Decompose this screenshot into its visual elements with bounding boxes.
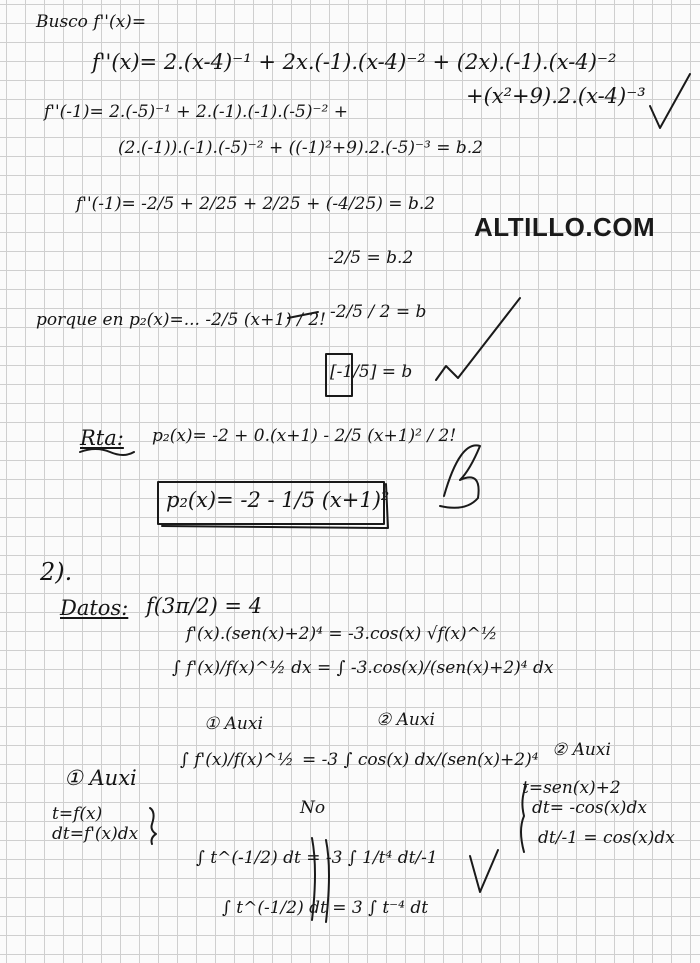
line-rta: p₂(x)= -2 + 0.(x+1) - 2/5 (x+1)² / 2! bbox=[152, 426, 457, 446]
line-eval-5: -2/5 / 2 = b bbox=[330, 302, 427, 322]
line-eval-6: [-1/5] = b bbox=[330, 362, 413, 382]
aux-1-sub-t: t=f(x) bbox=[52, 804, 103, 824]
aux-1-label-a: ① Auxi bbox=[204, 714, 263, 734]
line-eval-1: f''(-1)= 2.(-5)⁻¹ + 2.(-1).(-1).(-5)⁻² + bbox=[44, 102, 348, 122]
line-subst-1: ∫ t^(-1/2) dt = -3 ∫ 1/t⁴ dt/-1 bbox=[196, 848, 438, 868]
aux-2-label-b: ② Auxi bbox=[552, 740, 611, 760]
line-eval-4: -2/5 = b.2 bbox=[328, 248, 414, 268]
line-integral-left: ∫ f'(x)/f(x)^½ bbox=[180, 750, 294, 770]
aux-1-brace bbox=[150, 808, 156, 844]
aux-2-sub-t: t=sen(x)+2 bbox=[522, 778, 621, 798]
watermark: ALTILLO.COM bbox=[474, 212, 656, 242]
aux-2-dt-cos: dt/-1 = cos(x)dx bbox=[538, 828, 675, 848]
line-subst-2: ∫ t^(-1/2) dt = 3 ∫ t⁻⁴ dt bbox=[222, 898, 429, 918]
note-no: No bbox=[300, 798, 326, 818]
checkmark-middle bbox=[436, 298, 520, 380]
line-second-derivative-cont: +(x²+9).2.(x-4)⁻³ bbox=[466, 84, 646, 108]
line-eval-3: f''(-1)= -2/5 + 2/25 + 2/25 + (-4/25) = b.2 bbox=[76, 194, 436, 214]
line-second-derivative: f''(x)= 2.(x-4)⁻¹ + 2x.(-1).(x-4)⁻² + (2x).(-1).(x-4)⁻² bbox=[92, 50, 617, 74]
line-ode: f'(x).(sen(x)+2)⁴ = -3.cos(x) √f(x)^½ bbox=[186, 624, 498, 644]
datos-label: Datos: bbox=[60, 596, 129, 620]
aux-1-label-b: ① Auxi bbox=[64, 766, 137, 790]
aux-1-sub-dt: dt=f'(x)dx bbox=[52, 824, 139, 844]
line-integral-setup: ∫ f'(x)/f(x)^½ dx = ∫ -3.cos(x)/(sen(x)+2)⁴ dx bbox=[172, 658, 554, 678]
line-porque: porque en p₂(x)=... -2/5 (x+1) / 2! bbox=[36, 310, 326, 330]
line-eval-2: (2.(-1)).(-1).(-5)⁻² + ((-1)²+9).2.(-5)⁻³ = b.2 bbox=[118, 138, 483, 158]
rta-label: Rta: bbox=[80, 426, 124, 450]
section-2-label: 2). bbox=[40, 558, 73, 586]
aux-2-sub-dt: dt= -cos(x)dx bbox=[532, 798, 647, 818]
line-busco: Busco f''(x)= bbox=[36, 12, 147, 32]
line-datos: f(3π/2) = 4 bbox=[146, 594, 263, 618]
aux-2-label-a: ② Auxi bbox=[376, 710, 435, 730]
check-x-right bbox=[470, 850, 498, 892]
checkmark-top bbox=[650, 74, 690, 128]
line-integral-right: = -3 ∫ cos(x) dx/(sen(x)+2)⁴ bbox=[302, 750, 539, 770]
line-rta-final: p₂(x)= -2 - 1/5 (x+1)² bbox=[166, 488, 390, 512]
scribble-b bbox=[440, 445, 480, 507]
